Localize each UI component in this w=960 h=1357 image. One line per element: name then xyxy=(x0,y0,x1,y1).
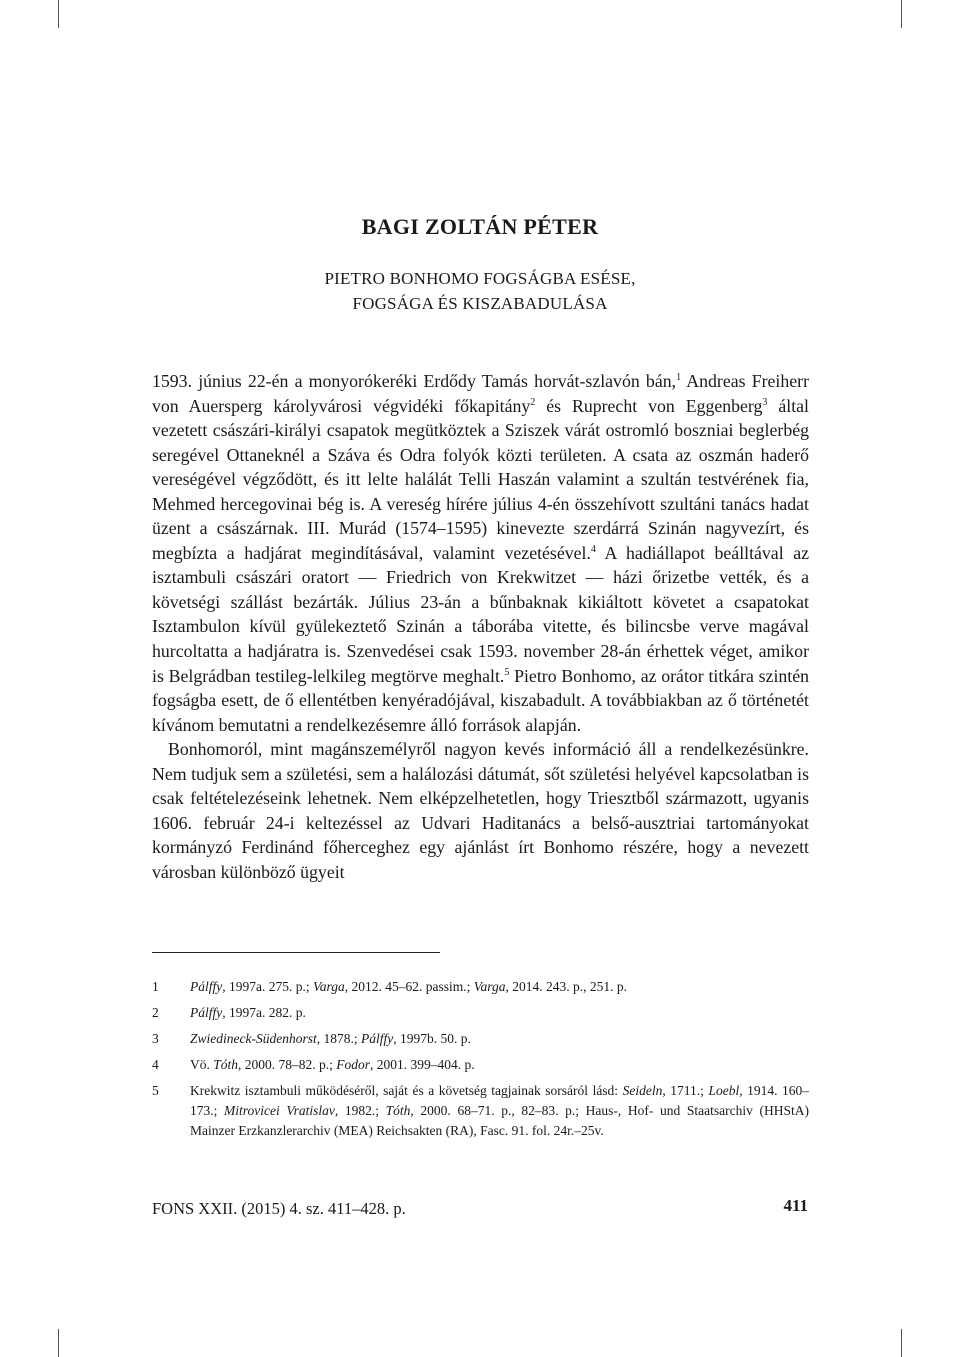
body-text: és Ruprecht von Eggenberg xyxy=(535,395,763,416)
crop-mark-top-left xyxy=(58,0,59,28)
footnote-text: Pálffy, 1997a. 282. p. xyxy=(190,1005,306,1020)
footnote-number: 5 xyxy=(152,1083,159,1098)
footnote-text: Zwiedineck-Südenhorst, 1878.; Pálffy, 1997b. 50. p. xyxy=(190,1031,471,1046)
footnote-1 xyxy=(152,977,809,997)
article-title-line-2: FOGSÁGA ÉS KISZABADULÁSA xyxy=(352,294,608,313)
footnote-ref-2[interactable]: 2 xyxy=(530,396,536,408)
footnote-text: Krekwitz isztambuli működéséről, saját és a követség tagjainak sorsáról lásd: Seideln, 1711.; Loebl, 1914. 160–173.; Mitrovicei Vratislav, 1982.; Tóth, 2000. 68–71. p., 82–83. p.; Haus-, Hof- und Staatsarchiv (HHStA) Mainzer Erzkanzlerarchiv (MEA) Reichsakten (RA), Fasc. 91. fol. 24r.–25v. xyxy=(190,1083,810,1138)
footnote-number: 3 xyxy=(152,1031,159,1046)
journal-citation: FONS XXII. (2015) 4. sz. 411–428. p. xyxy=(152,1199,406,1218)
footnote-separator xyxy=(152,952,440,953)
crop-mark-top-right xyxy=(901,0,902,28)
author-name: BAGI ZOLTÁN PÉTER xyxy=(361,214,599,239)
footnote-number: 2 xyxy=(152,1005,159,1020)
body-text: által vezetett császári-királyi csapatok megütköztek a Sziszek várát ostromló boszniai beglerbég seregével Ottaneknél a Száva és Odra folyók közti területen. A csata az oszmán haderő vereségével végződött, és itt lelte halálát Telli Haszán valamint a szultán testvérének fia, Mehmed hercegovinai bég is. A vereség hírére július 4-én összehívott szultáni tanács hadat üzent a császárnak. III. Murád (1574–1595) kinevezte szerdárrá Szinán nagyvezírt, és megbízta a hadjárat megindításával, valamint vezetésével. xyxy=(152,395,809,563)
footnote-ref-4[interactable]: 4 xyxy=(590,543,596,555)
body-text: A hadiállapot beálltával az isztambuli császári oratort — Friedrich von Krekwitzet — házi őrizetbe vették, és a követségi szállást bezárták. Július 23-án a bűnbaknak kikiáltott követet a csapatokat Isztambulon kívül gyülekeztető Szinán a táborába vitette, és bilincsbe verve magával hurcoltatta a hadjáratra is. Szenvedései csak 1593. november 28-án érhettek véget, amikor is Belgrádban testileg-lelkileg megtörve meghalt. xyxy=(152,542,809,686)
crop-mark-bottom-right xyxy=(901,1329,902,1357)
footnote-ref-5[interactable]: 5 xyxy=(504,666,510,678)
article-body xyxy=(152,369,809,884)
footnote-5 xyxy=(152,1081,809,1141)
footnote-2 xyxy=(152,1003,809,1023)
body-text: Andreas Freiherr von Auersperg károlyvárosi végvidéki főkapitány xyxy=(152,371,809,416)
footnotes xyxy=(152,977,809,1147)
article-title-line-1: PIETRO BONHOMO FOGSÁGBA ESÉSE, xyxy=(324,269,636,288)
footnote-ref-3[interactable]: 3 xyxy=(762,396,768,408)
body-paragraph-1 xyxy=(152,369,809,737)
body-text: 1593. június 22-én a monyorókeréki Erdődy Tamás horvát-szlavón bán, xyxy=(152,371,677,391)
footnote-text: Vö. Tóth, 2000. 78–82. p.; Fodor, 2001. 399–404. p. xyxy=(190,1057,475,1072)
footnote-number: 4 xyxy=(152,1057,159,1072)
footnote-3 xyxy=(152,1029,809,1049)
crop-mark-bottom-left xyxy=(58,1329,59,1357)
footnote-ref-1[interactable]: 1 xyxy=(676,372,682,383)
footnote-number: 1 xyxy=(152,979,159,994)
page-number: 411 xyxy=(783,1196,808,1215)
body-text: Pietro Bonhomo, az orátor titkára szintén fogságba esett, de ő ellentétben kenyéradójával, kiszabadult. A továbbiakban az ő történetét kívánom bemutatni a rendelkezésemre álló források alapján. xyxy=(152,665,809,735)
footnote-text: Pálffy, 1997a. 275. p.; Varga, 2012. 45–62. passim.; Varga, 2014. 243. p., 251. p. xyxy=(190,979,628,994)
body-paragraph-2: Bonhomoról, mint magánszemélyről nagyon kevés információ áll a rendelkezésünkre. Nem tudjuk sem a születési, sem a halálozási dátumát, sőt születési helyével kapcsolatban is csak feltételezéseink lehetnek. Nem elképzelhetetlen, hogy Triesztből származott, ugyanis 1606. február 24-i keltezéssel az Udvari Haditanács a belső-ausztriai tartományokat kormányzó Ferdinánd főherceghez egy ajánlást írt Bonhomo részére, hogy a nevezett városban különböző ügyeit xyxy=(152,739,809,882)
footnote-4 xyxy=(152,1055,809,1075)
